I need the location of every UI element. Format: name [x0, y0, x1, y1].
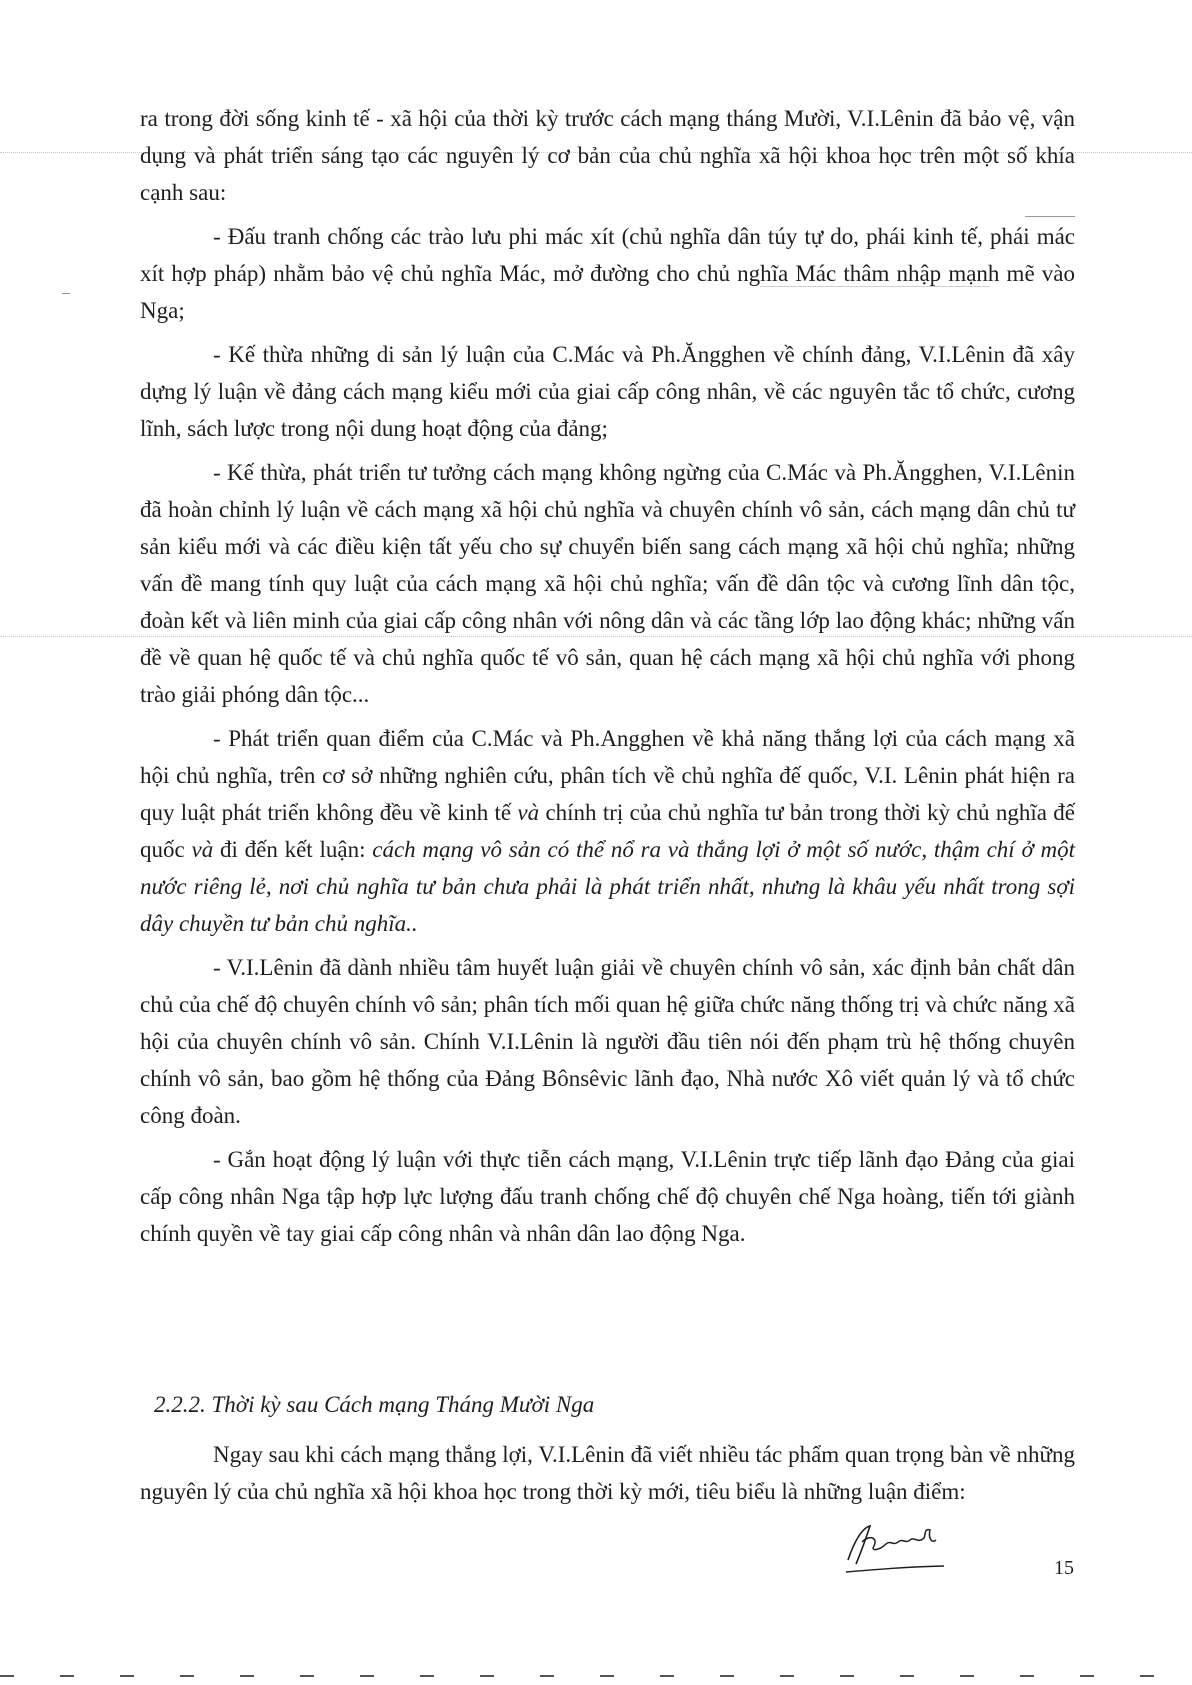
- paragraph-bullet-4-mid: chính trị của chủ nghĩa tư bản trong thời kỳ chủ nghĩa đế quốc: [140, 800, 1075, 862]
- section-heading: 2.2.2. Thời kỳ sau Cách mạng Tháng Mười Nga: [154, 1392, 595, 1417]
- paragraph-bullet-5: - V.I.Lênin đã dành nhiều tâm huyết luận giải về chuyên chính vô sản, xác định bản chất dân chủ của chế độ chuyên chính vô sản; phân tích mối quan hệ giữa chức năng thống trị và chức năng xã hội của chuyên chính vô sản. Chính V.I.Lênin là người đầu tiên nói đến phạm trù hệ thống chuyên chính vô sản, bao gồm hệ thống của Đảng Bônsêvic lãnh đạo, Nhà nước Xô viết quản lý và tổ chức công đoàn.: [140, 955, 1075, 1128]
- scan-bottom-edge: [0, 1675, 1192, 1677]
- paragraph-intro: ra trong đời sống kinh tế - xã hội của thời kỳ trước cách mạng tháng Mười, V.I.Lênin đã bảo vệ, vận dụng và phát triển sáng tạo các nguyên lý cơ bản của chủ nghĩa xã hội khoa học trên một số khía cạnh sau:: [140, 106, 1075, 205]
- paragraph-bullet-2: - Kế thừa những di sản lý luận của C.Mác và Ph.Ăngghen về chính đảng, V.I.Lênin đã xây dựng lý luận về đảng cách mạng kiểu mới của giai cấp công nhân, về các nguyên tắc tổ chức, cương lĩnh, sách lược trong nội dung hoạt động của đảng;: [140, 342, 1075, 441]
- paragraph-bullet-4-start: - Phát triển quan điểm của C.Mác và Ph.Angghen về khả năng thắng lợi của cách mạng xã hội chủ nghĩa, trên cơ sở những nghiên cứu, phân tích về chủ nghĩa đế quốc, V.I. Lênin phát hiện ra quy luật phát triển không đều về kinh tế: [140, 726, 1075, 825]
- paragraph-bullet-1: - Đấu tranh chống các trào lưu phi mác xít (chủ nghĩa dân túy tự do, phái kinh tế, phái mác xít hợp pháp) nhằm bảo vệ chủ nghĩa Mác, mở đường cho chủ nghĩa Mác thâm nhập mạnh mẽ vào Nga;: [140, 224, 1075, 323]
- paragraph-bullet-4-mid-2: đi đến kết luận:: [213, 837, 373, 862]
- closing-text: [140, 1436, 1075, 1510]
- paragraph-bullet-6: - Gắn hoạt động lý luận với thực tiễn cách mạng, V.I.Lênin trực tiếp lãnh đạo Đảng của giai cấp công nhân Nga tập hợp lực lượng đấu tranh chống chế độ chuyên chế Nga hoàng, tiến tới giành chính quyền về tay giai cấp công nhân và nhân dân lao động Nga.: [140, 1147, 1075, 1246]
- paragraph-bullet-4-conclusion: cách mạng vô sản có thể nổ ra và thắng lợi ở một số nước, thậm chí ở một nước riêng lẻ, nơi chủ nghĩa tư bản chưa phải là phát triển nhất, nhưng là khâu yếu nhất trong sợi dây chuyền tư bản chủ nghĩa..: [140, 837, 1076, 936]
- paragraph-bullet-4-and: và: [517, 800, 540, 825]
- paragraph-bullet-4: [140, 720, 1075, 942]
- paragraph-bullet-4-and-2: và: [191, 837, 214, 862]
- paragraph-bullet-3: - Kế thừa, phát triển tư tưởng cách mạng không ngừng của C.Mác và Ph.Ăngghen, V.I.Lênin đã hoàn chỉnh lý luận về cách mạng xã hội chủ nghĩa và chuyên chính vô sản, cách mạng dân chủ tư sản kiểu mới và các điều kiện tất yếu cho sự chuyển biến sang cách mạng xã hội chủ nghĩa; những vấn đề mang tính quy luật của cách mạng xã hội chủ nghĩa; vấn đề dân tộc và cương lĩnh dân tộc, đoàn kết và liên minh của giai cấp công nhân với nông dân và các tầng lớp lao động khác; những vấn đề về quan hệ quốc tế và chủ nghĩa quốc tế vô sản, quan hệ cách mạng xã hội chủ nghĩa với phong trào giải phóng dân tộc...: [140, 460, 1075, 707]
- paragraph-closing: Ngay sau khi cách mạng thắng lợi, V.I.Lênin đã viết nhiều tác phẩm quan trọng bàn về những nguyên lý của chủ nghĩa xã hội khoa học trong thời kỳ mới, tiêu biểu là những luận điểm:: [140, 1442, 1075, 1504]
- signature-icon: [840, 1520, 960, 1582]
- page-number: 15: [1054, 1557, 1074, 1579]
- body-text: [140, 100, 1075, 1252]
- scan-artifact-dash: [62, 293, 70, 294]
